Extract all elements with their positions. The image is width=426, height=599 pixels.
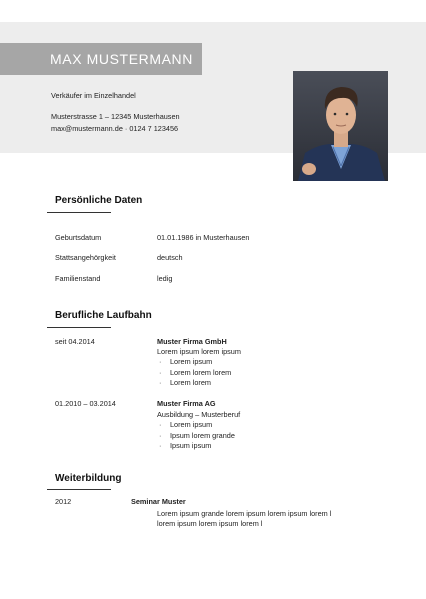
candidate-name: MAX MUSTERMANN bbox=[50, 51, 193, 67]
career-description: Ausbildung – Musterberuf bbox=[157, 410, 241, 419]
bullet-dot: · bbox=[159, 431, 162, 440]
bullet-dot: · bbox=[159, 420, 162, 429]
section-rule-career bbox=[47, 327, 111, 328]
job-title: Verkäufer im Einzelhandel bbox=[51, 91, 136, 100]
section-title-career: Berufliche Laufbahn bbox=[55, 310, 152, 321]
personal-label: Geburtsdatum bbox=[55, 233, 102, 242]
section-title-education: Weiterbildung bbox=[55, 473, 122, 484]
career-description: Lorem ipsum lorem ipsum bbox=[157, 347, 241, 356]
address: Musterstrasse 1 – 12345 Musterhausen bbox=[51, 112, 180, 121]
contact-line: max@mustermann.de · 0124 7 123456 bbox=[51, 124, 179, 133]
career-date: 01.2010 – 03.2014 bbox=[55, 399, 116, 408]
career-company: Muster Firma AG bbox=[157, 399, 216, 408]
education-date: 2012 bbox=[55, 497, 72, 506]
section-rule-education bbox=[47, 489, 111, 490]
career-company: Muster Firma GmbH bbox=[157, 337, 227, 346]
bullet-dot: · bbox=[159, 368, 162, 377]
career-bullet: Ipsum ipsum bbox=[170, 441, 212, 450]
career-bullet: Lorem ipsum bbox=[170, 420, 213, 429]
career-bullet: Lorem lorem bbox=[170, 378, 211, 387]
bullet-dot: · bbox=[159, 357, 162, 366]
profile-photo bbox=[293, 71, 388, 181]
personal-label: Stattsangehörgkeit bbox=[55, 253, 116, 262]
section-rule-personal bbox=[47, 212, 111, 213]
personal-value: 01.01.1986 in Musterhausen bbox=[157, 233, 250, 242]
personal-label: Familienstand bbox=[55, 274, 101, 283]
education-line: Lorem ipsum grande lorem ipsum lorem ipsum lorem l bbox=[157, 509, 332, 518]
section-title-personal: Persönliche Daten bbox=[55, 195, 143, 206]
career-bullet: Lorem lorem lorem bbox=[170, 368, 232, 377]
education-line: lorem ipsum lorem ipsum lorem l bbox=[157, 519, 263, 528]
education-title: Seminar Muster bbox=[131, 497, 186, 506]
bullet-dot: · bbox=[159, 441, 162, 450]
bullet-dot: · bbox=[159, 378, 162, 387]
career-date: seit 04.2014 bbox=[55, 337, 95, 346]
personal-value: ledig bbox=[157, 274, 173, 283]
personal-value: deutsch bbox=[157, 253, 183, 262]
career-bullet: Ipsum lorem grande bbox=[170, 431, 235, 440]
career-bullet: Lorem ipsum bbox=[170, 357, 213, 366]
